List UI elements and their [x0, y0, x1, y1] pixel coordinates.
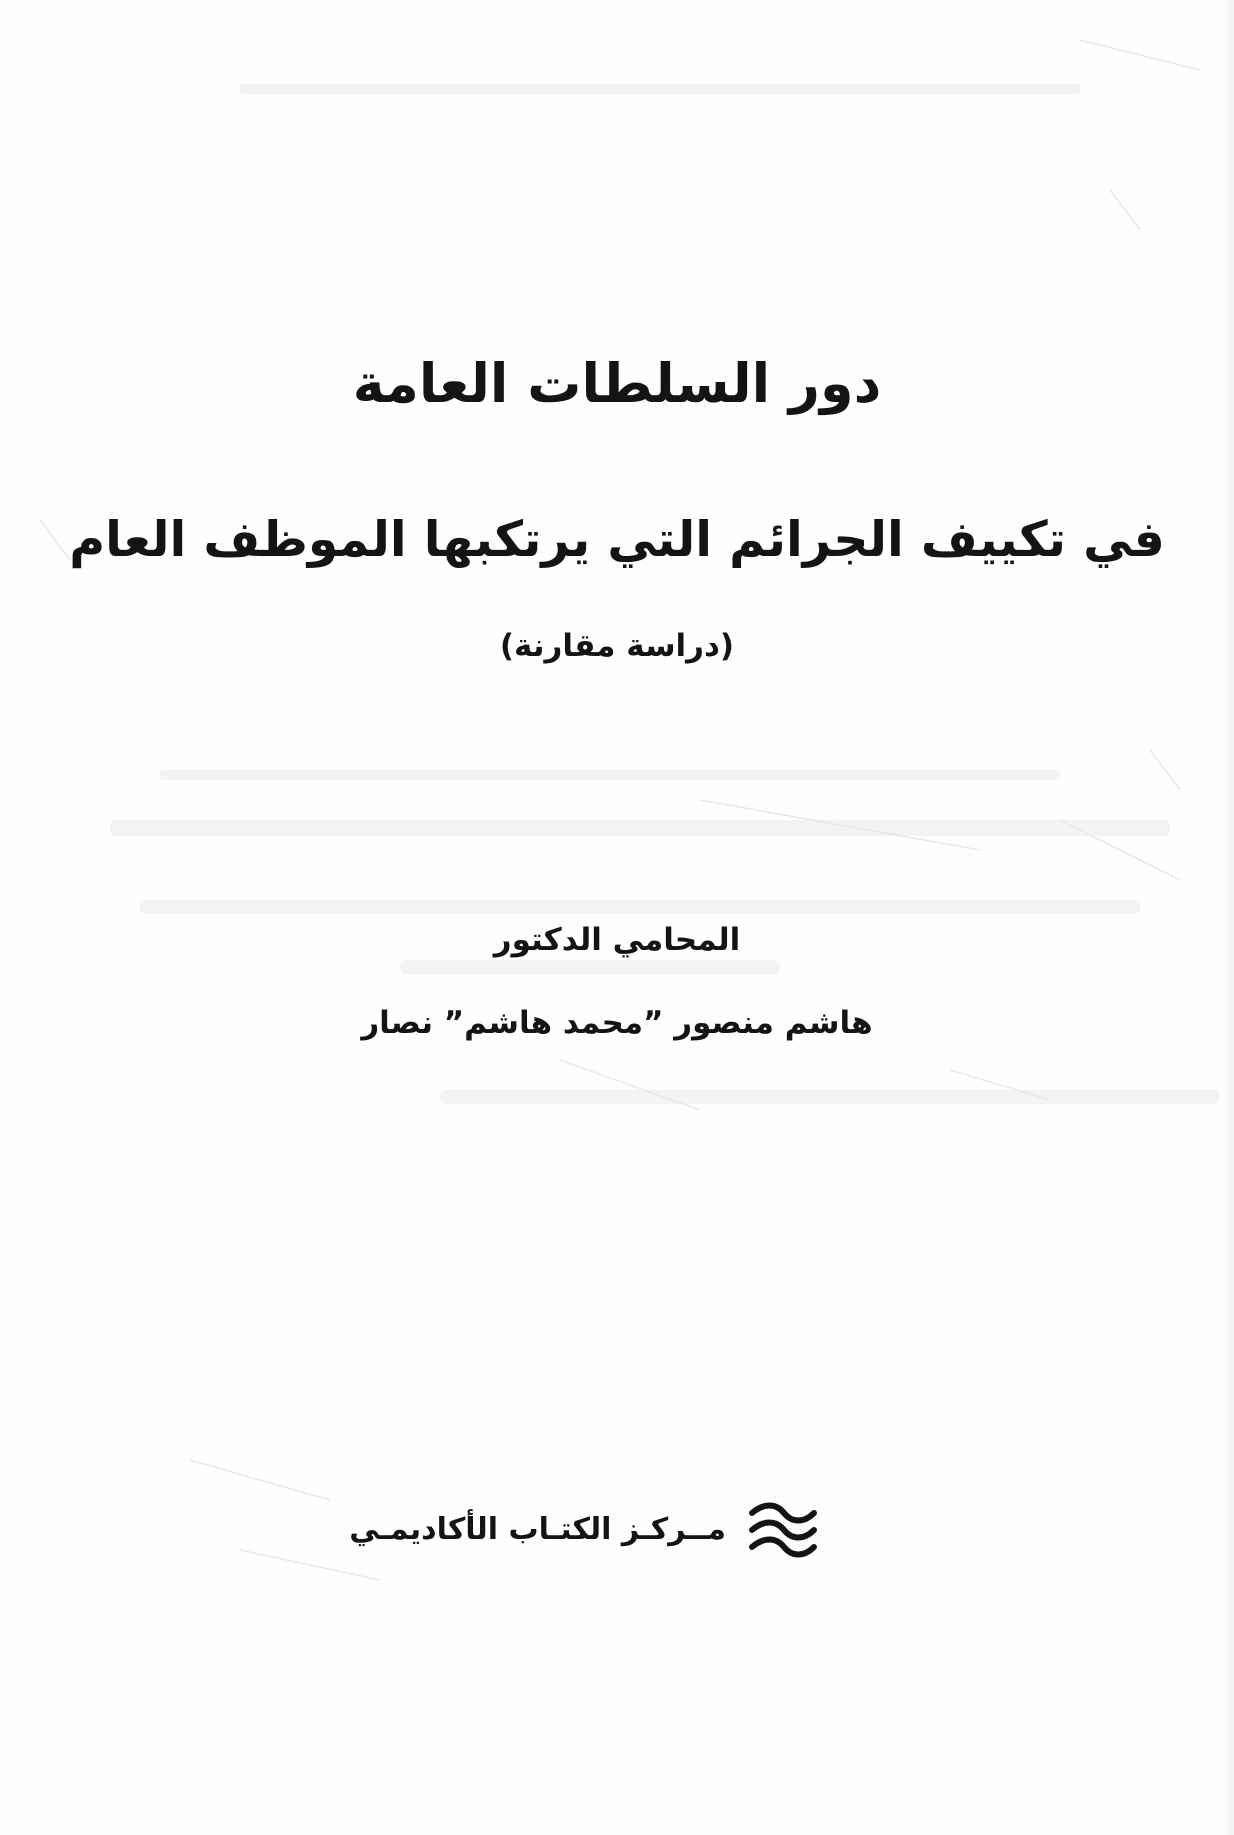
waves-logo-icon	[744, 1495, 820, 1565]
book-title: دور السلطات العامة	[352, 352, 882, 415]
study-type: (دراسة مقارنة)	[499, 628, 735, 664]
book-subtitle: في تكييف الجرائم التي يرتكبها الموظف العام	[69, 511, 1165, 568]
author-name: هاشم منصور ”محمد هاشم” نصار	[361, 1005, 873, 1041]
author-title: المحامي الدكتور	[493, 922, 741, 958]
page-edge-shadow	[1222, 0, 1234, 1835]
publisher-block	[349, 1495, 820, 1565]
publisher-name: مــركـز الكتـاب الأكاديمـي	[349, 1512, 726, 1547]
